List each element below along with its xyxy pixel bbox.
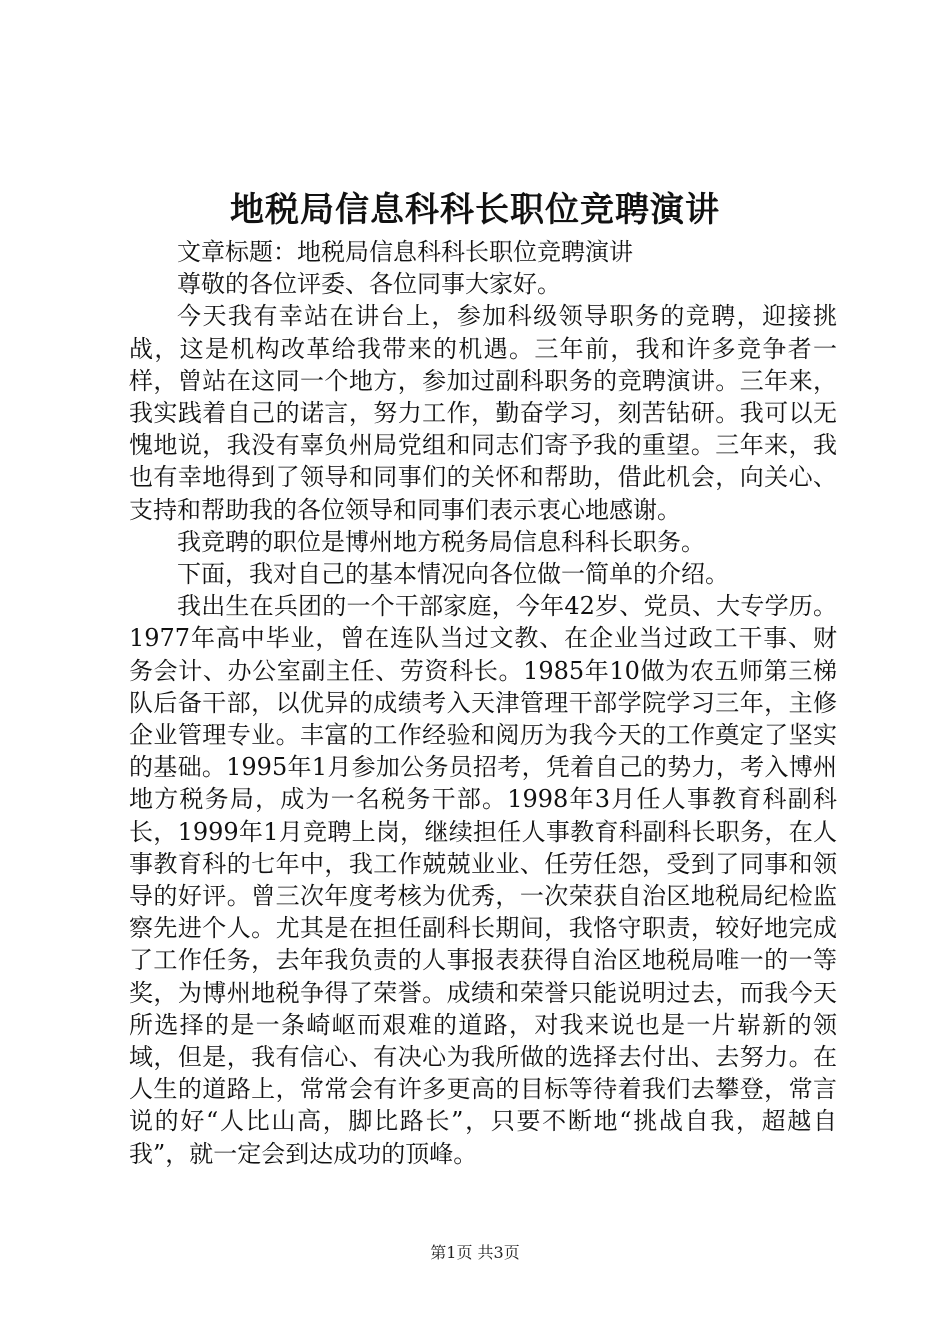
article-title-line: 文章标题：地税局信息科科长职位竞聘演讲 (177, 238, 633, 266)
background-paragraph: 我出生在兵团的一个干部家庭，今年42岁、党员、大专学历。1977年高中毕业，曾在连队当过文教、在企业当过政工干事、财务会计、办公室副主任、劳资科长。1985年10做为农五师第三梯队后备干部，以优异的成绩考入天津管理干部学院学习三年，主修企业管理专业。丰富的工作经验和阅历为我今天的工作奠定了坚实的基础。1995年1月参加公务员招考，凭着自己的势力，考入博州地方税务局，成为一名税务干部。1998年3月任人事教育科副科长，1999年1月竞聘上岗，继续担任人事教育科副科长职务，在人事教育科的七年中，我工作兢兢业业、任劳任怨，受到了同事和领导的好评。曾三次年度考核为优秀，一次荣获自治区地税局纪检监察先进个人。尤其是在担任副科长期间，我恪守职责，较好地完成了工作任务，去年我负责的人事报表获得自治区地税局唯一的一等奖，为博州地税争得了荣誉。成绩和荣誉只能说明过去，而我今天所选择的是一条崎岖而艰难的道路，对我来说也是一片崭新的领域，但是，我有信心、有决心为我所做的选择去付出、去努力。在人生的道路上，常常会有许多更高的目标等待着我们去攀登，常言说的好“人比山高，脚比路长”，只要不断地“挑战自我，超越自我”，就一定会到达成功的顶峰。 (129, 592, 837, 1168)
greeting-paragraph: 尊敬的各位评委、各位同事大家好。 (177, 270, 561, 299)
page-footer: 第1页 共3页 (430, 1243, 520, 1262)
opening-paragraph: 今天我有幸站在讲台上，参加科级领导职务的竞聘，迎接挑战，这是机构改革给我带来的机遇。三年前，我和许多竞争者一样，曾站在这同一个地方，参加过副科职务的竞聘演讲。三年来，我实践着自己的诺言，努力工作，勤奋学习，刻苦钻研。我可以无愧地说，我没有辜负州局党组和同志们寄予我的重望。三年来，我也有幸地得到了领导和同事们的关怀和帮助，借此机会，向关心、支持和帮助我的各位领导和同事们表示衷心地感谢。 (129, 302, 837, 524)
document-body (129, 236, 837, 1170)
introduction-paragraph: 下面，我对自己的基本情况向各位做一简单的介绍。 (177, 560, 729, 589)
position-paragraph: 我竞聘的职位是博州地方税务局信息科科长职务。 (177, 527, 705, 556)
document-title: 地税局信息科科长职位竞聘演讲 (230, 190, 720, 230)
